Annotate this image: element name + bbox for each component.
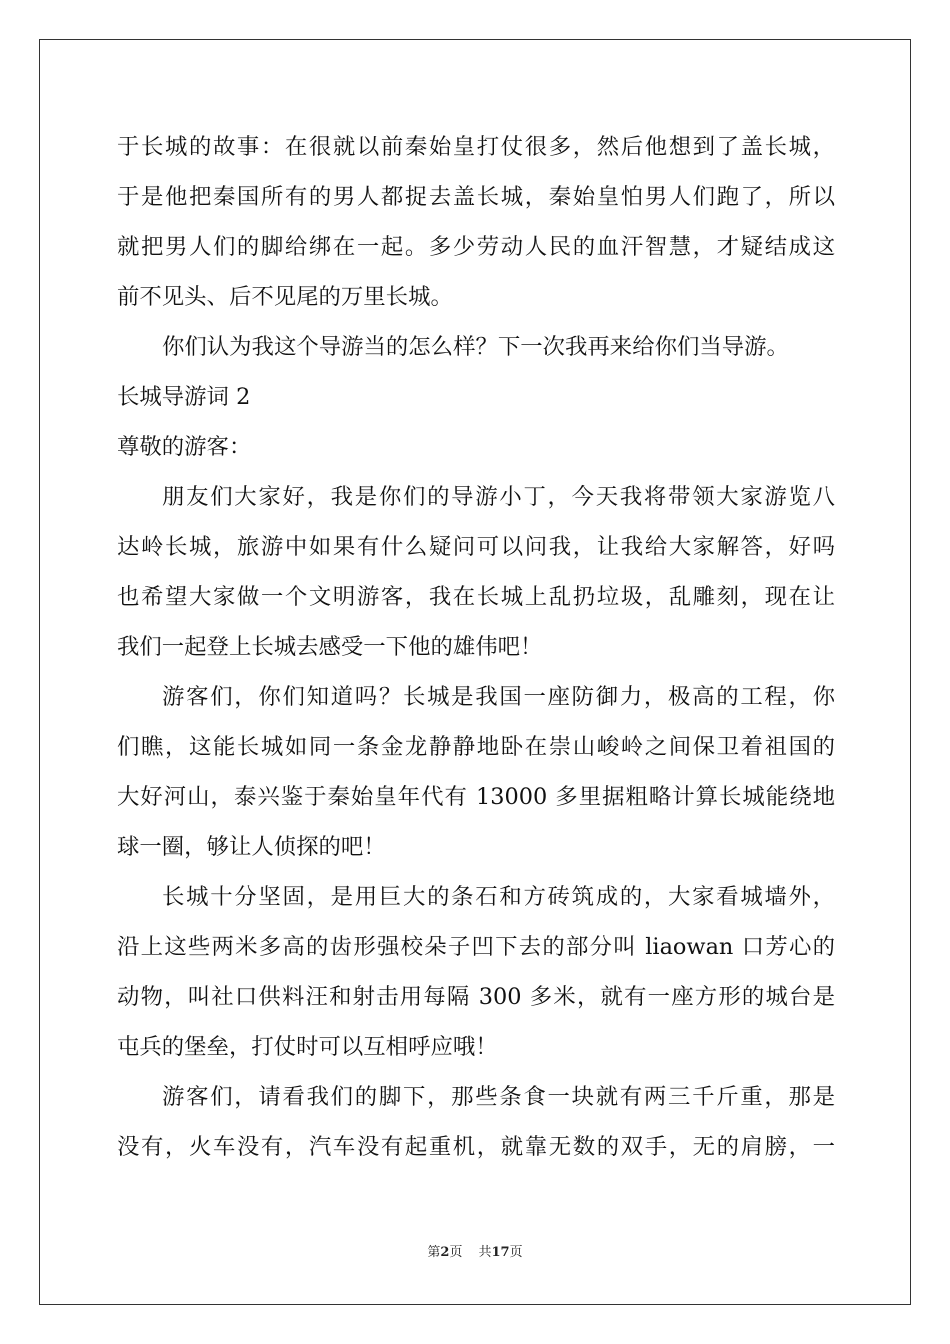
text-line: 们瞧，这能长城如同一条金龙静静地卧在崇山峻岭之间保卫着祖国的 bbox=[117, 734, 835, 760]
text-line: 屯兵的堡垒，打仗时可以互相呼应哦！ bbox=[117, 1034, 498, 1060]
paragraph-first-line: 游客们，你们知道吗？长城是我国一座防御力，极高的工程，你 bbox=[162, 684, 835, 710]
total-pages: 17 bbox=[491, 1245, 510, 1260]
paragraph-first-line: 游客们，请看我们的脚下，那些条食一块就有两三千斤重，那是 bbox=[162, 1084, 835, 1110]
page-number: 2 bbox=[440, 1245, 450, 1260]
page-prefix: 第 bbox=[427, 1245, 441, 1260]
text-line: 球一圈，够让人侦探的吧！ bbox=[117, 834, 386, 860]
text-line: 大好河山，泰兴鉴于秦始皇年代有 13000 多里据粗略计算长城能绕地 bbox=[117, 784, 835, 810]
text-line: 我们一起登上长城去感受一下他的雄伟吧！ bbox=[117, 634, 543, 660]
paragraph-first-line: 长城十分坚固，是用巨大的条石和方砖筑成的，大家看城墙外， bbox=[162, 884, 835, 910]
section-title: 长城导游词 2 bbox=[117, 384, 251, 410]
paragraph-first-line: 朋友们大家好，我是你们的导游小丁，今天我将带领大家游览八 bbox=[162, 484, 835, 510]
text-line: 于长城的故事：在很就以前秦始皇打仗很多，然后他想到了盖长城， bbox=[117, 134, 835, 160]
text-line: 没有，火车没有，汽车没有起重机，就靠无数的双手，无的肩膀，一 bbox=[117, 1134, 835, 1160]
text-line: 前不见头、后不见尾的万里长城。 bbox=[117, 284, 453, 310]
text-line: 沿上这些两米多高的齿形强校朵子凹下去的部分叫 liaowan 口芳心的 bbox=[117, 934, 835, 960]
total-prefix: 共 bbox=[478, 1245, 492, 1260]
page-suffix: 页 bbox=[449, 1245, 463, 1260]
total-suffix: 页 bbox=[509, 1245, 523, 1260]
page-footer bbox=[0, 1241, 950, 1260]
text-line: 动物，叫社口供料汪和射击用每隔 300 多米，就有一座方形的城台是 bbox=[117, 984, 835, 1010]
paragraph-first-line: 你们认为我这个导游当的怎么样？下一次我再来给你们当导游。 bbox=[162, 334, 789, 360]
text-line: 也希望大家做一个文明游客，我在长城上乱扔垃圾，乱雕刻，现在让 bbox=[117, 584, 835, 610]
text-line: 于是他把秦国所有的男人都捉去盖长城，秦始皇怕男人们跑了，所以 bbox=[117, 184, 835, 210]
text-line: 达岭长城，旅游中如果有什么疑问可以问我，让我给大家解答，好吗 bbox=[117, 534, 835, 560]
text-line: 就把男人们的脚给绑在一起。多少劳动人民的血汗智慧，才疑结成这 bbox=[117, 234, 835, 260]
document-body bbox=[117, 127, 835, 1177]
salutation: 尊敬的游客： bbox=[117, 434, 252, 460]
